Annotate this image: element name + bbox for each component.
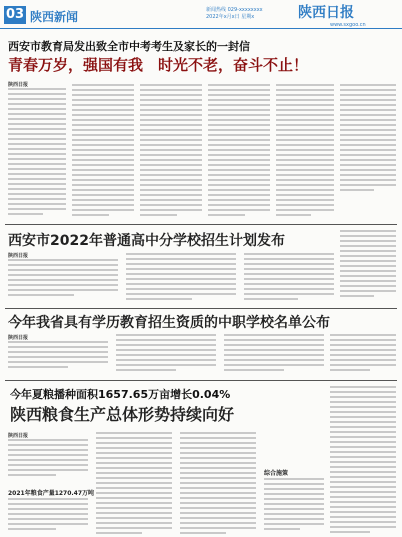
header-info-line: 2022年x月x日 星期x (206, 14, 255, 20)
article1-headline: 青春万岁，强国有我 时光不老，奋斗不止！ (8, 56, 309, 74)
page-header-band (0, 0, 402, 30)
header-info-line: 新闻热线 029-xxxxxxxx (206, 7, 263, 13)
section-title: 陕西新闻 (30, 10, 79, 24)
article1-column (208, 84, 270, 219)
article1-lead: 陕西日报 (8, 82, 29, 88)
article3-column (330, 334, 396, 374)
section-divider (5, 380, 397, 381)
article4-column (180, 432, 256, 537)
article1-kicker: 西安市教育局发出致全市中考考生及家长的一封信 (8, 40, 250, 53)
article4-headline: 陕西粮食生产总体形势持续向好 (10, 405, 235, 424)
article3-column (224, 334, 324, 374)
article2-column (8, 259, 118, 299)
article1-column (340, 84, 396, 194)
article3-column (8, 341, 108, 371)
article2-headline: 西安市2022年普通高中分学校招生计划发布 (8, 233, 285, 249)
article3-column (116, 334, 216, 374)
article1-column (276, 84, 334, 219)
article1-column (72, 84, 134, 219)
box1-title: 2021年粮食产量1270.47万吨 (8, 490, 95, 497)
section-divider (5, 224, 397, 225)
article4-column (8, 498, 88, 533)
article4-column (330, 386, 396, 536)
section-divider (5, 308, 397, 309)
article4-column (8, 439, 88, 479)
article2-column (244, 253, 334, 303)
box2-title: 综合施策 (264, 470, 289, 477)
article3-headline: 今年我省具有学历教育招生资质的中职学校名单公布 (8, 315, 330, 331)
article1-column (8, 88, 66, 218)
article1-column (140, 84, 202, 219)
article4-kicker: 今年夏粮播种面积1657.65万亩增长0.04% (10, 388, 231, 401)
article4-column (264, 478, 324, 533)
article4-column (96, 432, 172, 537)
header-info (206, 7, 286, 21)
page-number: 03 (5, 7, 25, 22)
newspaper-url: www.sxgoo.cn (330, 22, 366, 28)
article2-lead: 陕西日报 (8, 253, 29, 259)
article2-column (340, 230, 396, 300)
article4-lead: 陕西日报 (8, 433, 29, 439)
article3-lead: 陕西日报 (8, 335, 29, 341)
header-divider (0, 28, 402, 29)
article2-column (126, 253, 236, 303)
newspaper-logo: 陕西日报 (298, 5, 354, 21)
